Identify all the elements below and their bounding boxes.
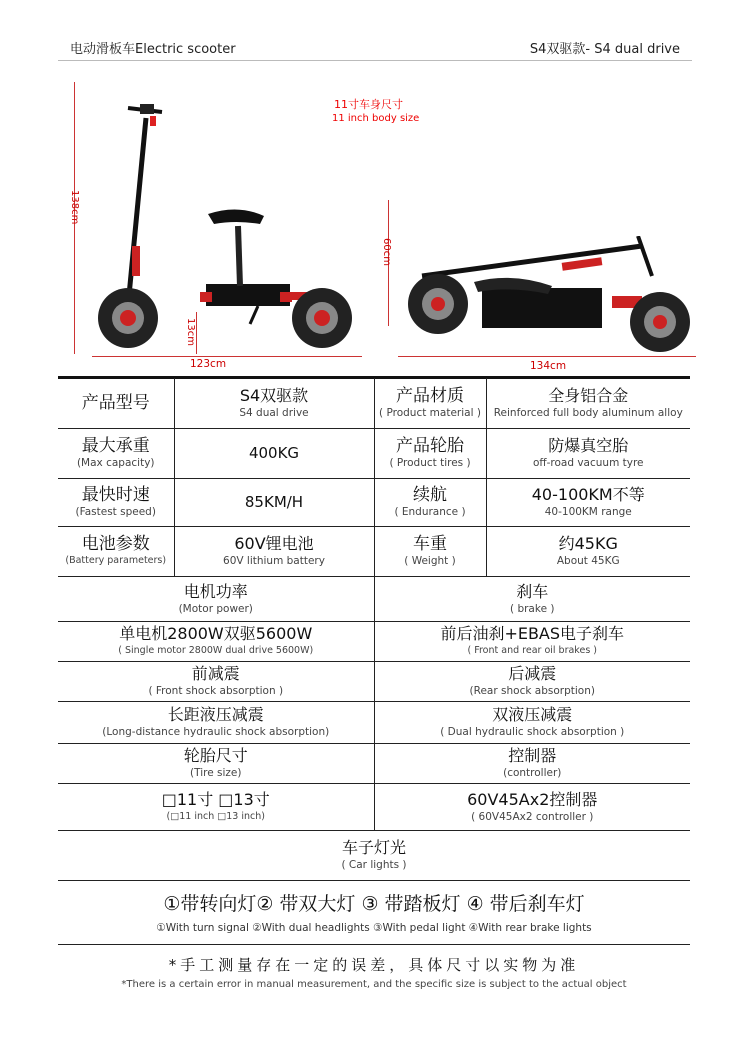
table-row [58, 576, 690, 621]
model-label [58, 378, 174, 428]
front-shock-label [58, 661, 374, 701]
model-value-cn: S4双驱款 [239, 385, 309, 405]
tires-value-en: off-road vacuum tyre [532, 457, 644, 469]
folded-length-label: 134cm [530, 360, 567, 372]
motor-label-en: (Motor power) [178, 602, 253, 615]
material-label-cn: 产品材质 [396, 385, 464, 406]
brake-label [374, 576, 690, 621]
weight-label-cn: 车重 [413, 534, 447, 554]
front-shock-value-en: (Long-distance hydraulic shock absorption) [102, 726, 330, 738]
scooter-folded-image [402, 236, 698, 356]
rear-shock-label-cn: 后减震 [508, 664, 557, 683]
lights-label-en: ( Car lights ) [341, 859, 407, 871]
rear-shock-value-cn: 双液压减震 [492, 705, 573, 724]
material-value-cn: 全身铝合金 [548, 385, 629, 405]
controller-value-cn: 60V45Ax2控制器 [467, 789, 598, 809]
table-row [58, 378, 690, 428]
controller-value-en: ( 60V45Ax2 controller ) [471, 810, 594, 823]
table-row [58, 701, 690, 743]
brake-value-en: ( Front and rear oil brakes ) [467, 645, 597, 656]
motor-label-cn: 电机功率 [183, 581, 248, 601]
motor-value [58, 621, 374, 661]
page-header [70, 38, 680, 60]
speed-label-en: (Fastest speed) [75, 506, 156, 518]
tires-label-en: ( Product tires ) [389, 457, 471, 469]
tire-size-label-cn: 轮胎尺寸 [183, 746, 248, 765]
brake-value-cn: 前后油刹+EBAS电子刹车 [440, 624, 625, 643]
weight-label [374, 526, 486, 576]
controller-value [374, 783, 690, 830]
tires-value [486, 428, 690, 478]
battery-value-cn: 60V锂电池 [234, 534, 314, 553]
front-shock-label-cn: 前减震 [191, 664, 240, 683]
folded-length-dimension-line [398, 356, 696, 357]
front-shock-label-en: ( Front shock absorption ) [148, 685, 284, 697]
features-divider [58, 944, 690, 945]
tire-size-value-en: (□11 inch □13 inch) [166, 810, 265, 822]
endurance-label-cn: 续航 [413, 485, 447, 505]
tire-size-label [58, 743, 374, 783]
rear-shock-label-en: (Rear shock absorption) [469, 685, 595, 697]
lights-label [58, 830, 690, 880]
brake-label-en: ( brake ) [510, 602, 555, 615]
table-row [58, 478, 690, 526]
features-cn: ①带转向灯② 带双大灯 ③ 带踏板灯 ④ 带后刹车灯 [163, 893, 585, 915]
endurance-label-en: ( Endurance ) [394, 506, 466, 518]
motor-value-cn: 单电机2800W双驱5600W [119, 624, 313, 643]
battery-label-en: (Battery parameters) [65, 555, 167, 566]
table-row [58, 661, 690, 701]
weight-value-cn: 约45KG [558, 534, 618, 553]
body-size-en: 11 inch body size [332, 113, 420, 124]
rear-shock-label [374, 661, 690, 701]
motor-value-en: ( Single motor 2800W dual drive 5600W) [118, 645, 314, 656]
scooter-unfolded-image [88, 96, 358, 358]
battery-label-cn: 电池参数 [81, 534, 150, 554]
table-row [58, 526, 690, 576]
table-row [58, 621, 690, 661]
endurance-label [374, 478, 486, 526]
table-row [58, 783, 690, 830]
capacity-label-en: (Max capacity) [76, 457, 155, 469]
note-cn: *手工测量存在一定的误差，具体尺寸以实物为准 [168, 956, 580, 974]
tire-size-label-en: (Tire size) [190, 767, 242, 779]
tires-label-cn: 产品轮胎 [396, 436, 464, 456]
brake-value [374, 621, 690, 661]
weight-value [486, 526, 690, 576]
controller-label-en: (controller) [503, 767, 562, 779]
spec-table [58, 378, 690, 881]
model-value-en: S4 dual drive [239, 406, 309, 419]
capacity-label-cn: 最大承重 [81, 436, 150, 456]
header-model: S4双驱款- S4 dual drive [529, 42, 680, 57]
speed-value [174, 478, 374, 526]
weight-value-en: About 45KG [556, 555, 620, 567]
motor-label [58, 576, 374, 621]
material-label [374, 378, 486, 428]
rear-shock-value-en: ( Dual hydraulic shock absorption ) [440, 726, 625, 738]
table-row [58, 743, 690, 783]
battery-value-en: 60V lithium battery [223, 555, 325, 567]
body-size-cn: 11寸车身尺寸 [334, 98, 403, 111]
table-row [58, 428, 690, 478]
tire-size-value [58, 783, 374, 830]
folded-height-label: 60cm [381, 238, 392, 266]
front-shock-value [58, 701, 374, 743]
weight-label-en: ( Weight ) [404, 555, 456, 567]
note-en: *There is a certain error in manual measurement, and the specific size is subject to the actual object [121, 979, 627, 990]
capacity-value [174, 428, 374, 478]
seat-height-label: 13cm [185, 318, 196, 346]
length-label: 123cm [190, 358, 227, 370]
front-shock-value-cn: 长距液压减震 [167, 705, 264, 724]
endurance-value-cn: 40-100KM不等 [531, 485, 645, 504]
battery-value [174, 526, 374, 576]
height-label: 138cm [69, 190, 80, 225]
battery-label [58, 526, 174, 576]
features-en: ①With turn signal ②With dual headlights ③With pedal light ④With rear brake lights [156, 922, 592, 934]
tires-label [374, 428, 486, 478]
header-divider [58, 60, 692, 61]
controller-label [374, 743, 690, 783]
capacity-label [58, 428, 174, 478]
tires-value-cn: 防爆真空胎 [548, 436, 629, 455]
features-block [58, 888, 690, 936]
header-title: 电动滑板车Electric scooter [70, 42, 236, 57]
speed-label [58, 478, 174, 526]
brake-label-cn: 刹车 [516, 581, 549, 601]
material-value-en: Reinforced full body aluminum alloy [493, 406, 683, 419]
material-label-en: ( Product material ) [379, 406, 481, 419]
controller-label-cn: 控制器 [508, 746, 557, 765]
material-value [486, 378, 690, 428]
table-row [58, 830, 690, 880]
endurance-value [486, 478, 690, 526]
capacity-value-text: 400KG [248, 444, 300, 462]
model-label-cn: 产品型号 [81, 392, 150, 413]
endurance-value-en: 40-100KM range [544, 506, 632, 518]
speed-label-cn: 最快时速 [81, 485, 150, 505]
rear-shock-value [374, 701, 690, 743]
model-value [174, 378, 374, 428]
lights-label-cn: 车子灯光 [341, 838, 406, 857]
tire-size-value-cn: □11寸 □13寸 [161, 789, 270, 809]
measurement-note [58, 952, 690, 992]
speed-value-text: 85KM/H [244, 493, 304, 511]
